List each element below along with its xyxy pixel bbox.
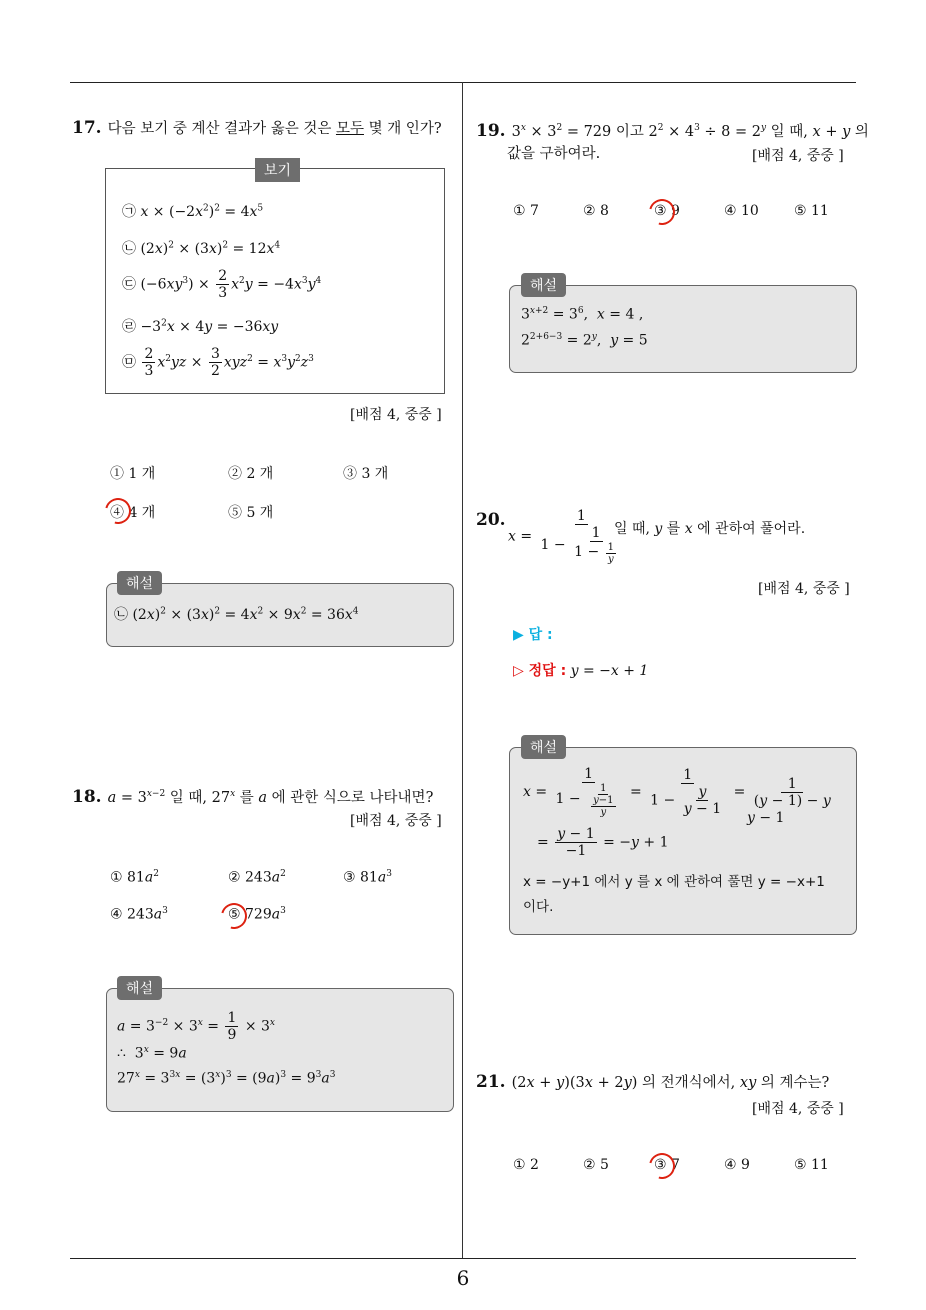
q19-question: 19. $3^x \times 3^2 = 729$ 이고 $2^2 \times 4^3 \div 8 = 2^y$ 일 때, x + y 의	[476, 120, 869, 141]
q18-number: 18.	[72, 786, 102, 807]
q19-solution-label: 해설	[521, 273, 566, 297]
q17-item-1: ㉠ $x \times (-2x^2)^2 = 4x^5$	[122, 203, 264, 220]
q19-option-3[interactable]: ③ 9	[654, 203, 680, 219]
q17-option-3[interactable]: ③ 3 개	[343, 466, 389, 482]
q18-option-2[interactable]: ② $243a^2$	[228, 869, 286, 886]
q18-points: [배점 4, 중중 ]	[350, 813, 442, 829]
q20-solution-label: 해설	[521, 735, 566, 759]
q20-correct-row	[513, 660, 648, 680]
q21-answer-circle	[644, 1148, 680, 1184]
q19-answer-circle	[644, 194, 680, 230]
q17-points: [배점 4, 중중 ]	[350, 407, 442, 423]
q17-item-5: ㉤ $\frac{2}{3}$ $x^2yz$ × $\frac{3}{2}$ $xyz^2 = x^3y^2z^3$	[122, 346, 314, 379]
q17-text-underline: 모두	[335, 121, 364, 137]
q18-option-4[interactable]: ④ $243a^3$	[110, 906, 168, 923]
q19-solution-line-1: $3^{x+2} = 3^6$, x = 4 ,	[521, 306, 644, 323]
q19-number: 19.	[476, 120, 506, 141]
q17-item-4: ㉣ $-3^2x \times 4y = -36xy$	[122, 318, 279, 335]
q21-option-3[interactable]: ③ 7	[654, 1157, 680, 1173]
q18-answer-circle	[216, 898, 252, 934]
q20-correct-value: y = −x + 1	[570, 663, 649, 679]
q17-option-1[interactable]: ① 1 개	[110, 466, 156, 482]
q20-answer-label: ▶ 답 :	[513, 627, 553, 643]
q21-points: [배점 4, 중중 ]	[752, 1101, 844, 1117]
q18-solution-label: 해설	[117, 976, 162, 1000]
q17-option-2[interactable]: ② 2 개	[228, 466, 274, 482]
q20-number-wrap	[476, 508, 512, 533]
q20-solution-line-1b: y − 1	[747, 810, 785, 826]
q17-solution-label: 해설	[117, 571, 162, 595]
q20-solution-line-2: = $\frac{y - 1}{-1}$ = −y + 1	[537, 826, 669, 859]
q17-answer-circle	[100, 493, 136, 529]
q20-correct-label: ▷ 정답 :	[513, 663, 567, 679]
q18-solution-line-1: $a = 3^{-2} \times 3^x$ = $\frac{1}{9}$ × $3^x$	[117, 1010, 275, 1043]
q17-text-after: 몇 개 인가?	[363, 121, 442, 137]
q19-option-2[interactable]: ② 8	[583, 203, 609, 219]
q20-solution-line-1: x = 1 1 − $\frac{1}{\frac{y-1}{y}}$ = 1 1 − $\frac{y}{y - 1}$ = $\frac{1}{(y - 1) - y}$	[523, 766, 831, 818]
q17-item-3: ㉢ $(-6xy^3)$ × $\frac{2}{3}$ $x^2y = -4x^3y^4$	[122, 268, 322, 301]
q18-option-5[interactable]: ⑤ $729a^3$	[228, 906, 286, 923]
q19-option-5[interactable]: ⑤ 11	[794, 203, 829, 219]
q21-number: 21.	[476, 1072, 506, 1092]
q17-option-5[interactable]: ⑤ 5 개	[228, 505, 274, 521]
q18-solution-line-2: ∴ $3^x = 9a$	[117, 1045, 187, 1062]
q19-option-1[interactable]: ① 7	[513, 203, 539, 219]
q18-question: 18. $a = 3^{x-2}$ 일 때, 27$^x$ 를 a 에 관한 식으로 나타내면?	[72, 786, 434, 807]
bottom-rule	[70, 1258, 856, 1259]
q20-solution-line-3: x = −y+1 에서 y 를 x 에 관하여 풀면 y = −x+1	[523, 874, 825, 890]
page-number: 6	[456, 1266, 470, 1290]
q19-line2: 값을 구하여라.	[507, 146, 601, 162]
q20-solution-line-4: 이다.	[523, 899, 554, 915]
q21-option-1[interactable]: ① 2	[513, 1157, 539, 1173]
q21-option-5[interactable]: ⑤ 11	[794, 1157, 829, 1173]
column-divider	[462, 82, 463, 1258]
q17-text-before: 다음 보기 중 계산 결과가 옳은 것은	[107, 121, 336, 137]
q17-option-4[interactable]: ④ 4 개	[110, 505, 156, 521]
q18-option-3[interactable]: ③ $81a^3$	[343, 869, 392, 886]
q21-option-2[interactable]: ② 5	[583, 1157, 609, 1173]
top-rule	[70, 82, 856, 83]
q19-points: [배점 4, 중중 ]	[752, 148, 844, 164]
q21-option-4[interactable]: ④ 9	[724, 1157, 750, 1173]
q17-solution-line: ㉡ $(2x)^2 \times (3x)^2 = 4x^2 \times 9x^2 = 36x^4$	[114, 606, 359, 623]
q17-question	[72, 116, 442, 141]
q18-option-1[interactable]: ① $81a^2$	[110, 869, 159, 886]
q20-equation: x = 1 1 − 1 1 − $\frac{1}{y}$	[508, 508, 615, 565]
q20-points: [배점 4, 중중 ]	[758, 581, 850, 597]
q18-solution-line-3: $27^x = 3^{3x} = (3^x)^3 = (9a)^3 = 9^3a^3$	[117, 1070, 336, 1087]
q17-item-2: ㉡ $(2x)^2 \times (3x)^2 = 12x^4$	[122, 240, 281, 257]
q20-text: 일 때, y 를 x 에 관하여 풀어라.	[614, 521, 806, 537]
q20-number: 20.	[476, 510, 506, 530]
q19-solution-line-2: $2^{2+6-3} = 2^y$, y = 5	[521, 332, 648, 349]
q19-option-4[interactable]: ④ 10	[724, 203, 759, 219]
q19-solution-box	[509, 285, 857, 373]
q17-box-label: 보기	[255, 158, 300, 182]
q21-question: 21. (2x + y)(3x + 2y) 의 전개식에서, xy 의 계수는?	[476, 1072, 830, 1092]
q17-number: 17.	[72, 118, 102, 138]
